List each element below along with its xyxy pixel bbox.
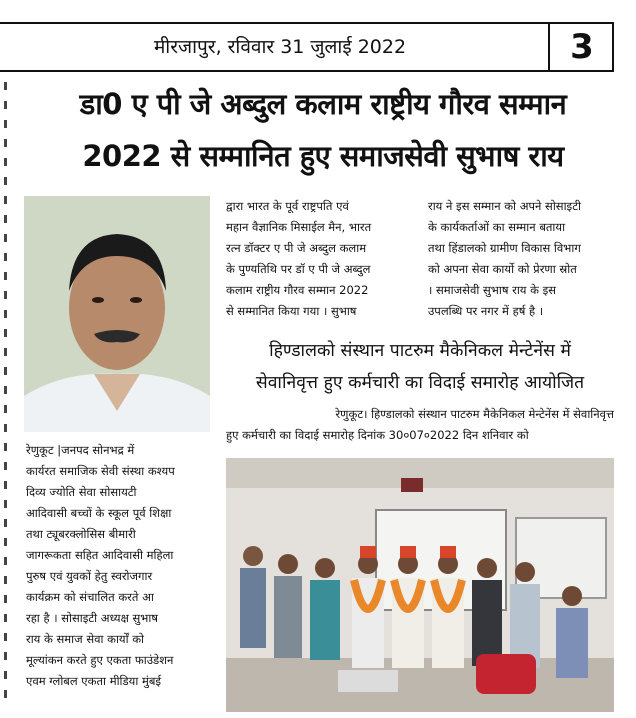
article1-right-column	[428, 196, 614, 322]
text-line: के कार्यकर्ताओं का सम्मान बताया	[428, 220, 566, 234]
article2-body	[226, 404, 614, 446]
text-line: महान वैज्ञानिक मिसाईल मैन, भारत	[226, 220, 372, 234]
text-line: एवम ग्लोबल एकता मीडिया मुंबई	[26, 674, 162, 688]
text-line: कलाम राष्ट्रीय गौरव सम्मान 2022	[226, 283, 369, 297]
article1-middle-column	[226, 196, 418, 322]
article1-left-column	[26, 440, 208, 692]
text-line: हुए कर्मचारी का विदाई समारोह दिनांक 30०07०2022 दिन शनिवार को	[226, 428, 529, 442]
text-line: कार्यरत समाजिक सेवी संस्था कश्यप	[26, 464, 175, 478]
text-line: राय के समाज सेवा कार्यों को	[26, 632, 145, 646]
text-line: राय ने इस सम्मान को अपने सोसाइटी	[428, 199, 581, 213]
text-line: से सम्मानित किया गया । सुभाष	[226, 304, 357, 318]
text-line: द्वारा भारत के पूर्व राष्ट्रपति एवं	[226, 199, 349, 213]
headline-line-1: डा0 ए पी जे अब्दुल कलाम राष्ट्रीय गौरव सम्मान	[79, 87, 567, 121]
text-line: । समाजसेवी सुभाष राय के इस	[428, 283, 557, 297]
text-line: रहा है । सोसाइटी अध्यक्ष सुभाष	[26, 611, 158, 625]
text-line: तथा ट्यूबरक्लोसिस बीमारी	[26, 527, 136, 541]
text-line: रेणुकूट |जनपद सोनभद्र में	[26, 443, 135, 457]
text-line: मूल्यांकन करते हुए एकता फाउंडेशन	[26, 653, 174, 667]
text-line: रत्न डॉक्टर ए पी जे अब्दुल कलाम	[226, 241, 367, 255]
headline-line-2: 2022 से सम्मानित हुए समाजसेवी सुभाष राय	[82, 139, 564, 173]
article2-heading-line-2: सेवानिवृत्त हुए कर्मचारी का विदाई समारोह आयोजित	[255, 373, 585, 393]
text-line: के पुण्यतिथि पर डॉ ए पी जे अब्दुल	[226, 262, 371, 276]
portrait-photo	[24, 196, 210, 432]
farewell-ceremony-photo	[226, 458, 614, 712]
masthead-place-date: मीरजापुर, रविवार 31 जुलाई 2022	[153, 36, 407, 58]
text-line: आदिवासी बच्चों के स्कूल पूर्व शिक्षा	[26, 506, 172, 520]
text-line: तथा हिंडालको ग्रामीण विकास विभाग	[428, 241, 581, 255]
page-number: 3	[548, 22, 614, 72]
article2-heading-line-1: हिण्डालको संस्थान पाटरुम मैकेनिकल मेन्टेनेंस में	[269, 341, 571, 361]
text-line: जागरूकता सहित आदिवासी महिला	[26, 548, 174, 562]
text-line: दिव्य ज्योति सेवा सोसायटी	[26, 485, 137, 499]
text-line: पुरुष एवं युवकों हेतु स्वरोजगार	[26, 569, 153, 583]
adjacent-column-fragment	[0, 82, 14, 702]
text-line: को अपना सेवा कार्यो को प्रेरणा स्रोत	[428, 262, 577, 276]
text-line: कार्यक्रम को संचालित करते आ	[26, 590, 154, 604]
text-line: रेणुकूट। हिण्डालको संस्थान पाटरुम मैकेनिकल मेन्टेनेंस में सेवानिवृत्त	[335, 407, 614, 421]
text-line: उपलब्धि पर नगर में हर्ष है ।	[428, 304, 544, 318]
